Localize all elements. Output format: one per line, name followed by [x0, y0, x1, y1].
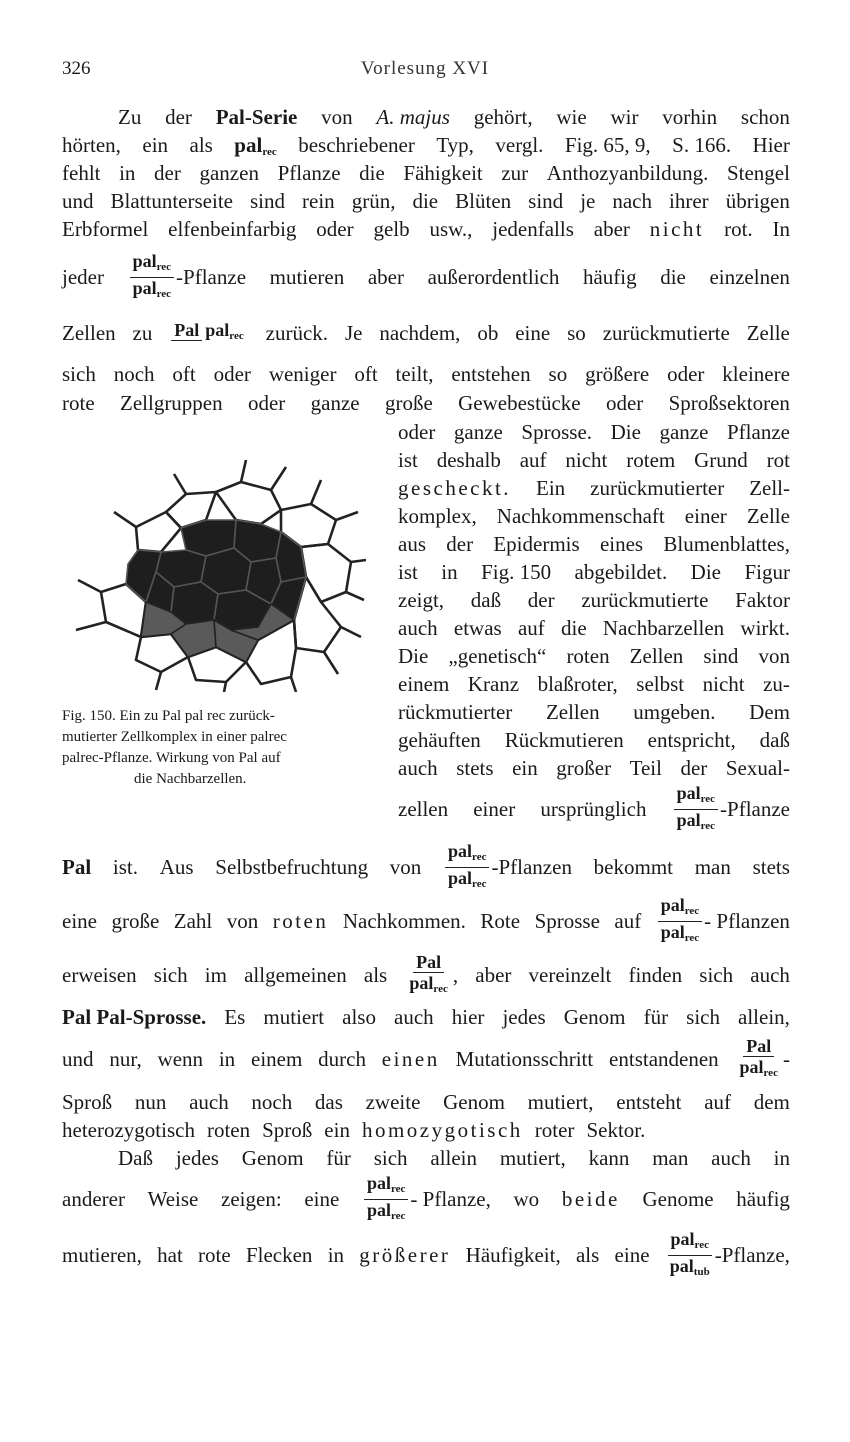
page-number: 326: [62, 58, 91, 79]
text-line: und nur, wenn in einem durch einen Mutationsschritt entstandenen $\frac{\text{Pal}}{pal_{rec}}$ -: [62, 1034, 790, 1084]
text-line: Pal Pal-Sprosse. Es mutiert also auch hier jedes Genom für sich allein,: [62, 1005, 790, 1029]
formula-fraction: Pal pal$_{rec}$: [171, 320, 246, 346]
text-line: Pal ist. Aus Selbstbefruchtung von $\frac{pal_{rec}}{pal_{rec}}$ -Pflanzen bekommt man stets: [62, 842, 790, 892]
text-line: Die „genetisch“ roten Zellen sind von: [398, 644, 790, 668]
text-line: Sproß nun auch noch das zweite Genom mutiert, entsteht auf dem: [62, 1090, 790, 1114]
formula-fraction: $\frac{pal_{rec}}{pal_{rec}}$: [658, 895, 702, 948]
cell-complex-figure: [66, 452, 366, 692]
text-line: rote Zellgruppen oder ganze große Gewebestücke oder Sproßsektoren: [62, 391, 790, 415]
formula-fraction: $\frac{pal_{rec}}{pal_{rec}}$: [445, 841, 489, 894]
text-line: erweisen sich im allgemeinen als $\frac{\text{Pal}}{pal_{rec}}$ , aber vereinzelt finden sich auch: [62, 950, 790, 1000]
red-cell: [276, 532, 306, 582]
text-line: oder ganze Sprosse. Die ganze Pflanze: [398, 420, 790, 444]
text-line: einem Kranz blaßroter, selbst nicht zu-: [398, 672, 790, 696]
outer-cell: [301, 544, 351, 602]
text-line: jeder $\frac{pal_{rec}}{pal_{rec}}$ -Pflanze mutieren aber außerordentlich häufig die einzelnen: [62, 252, 790, 302]
formula-fraction: $\frac{pal_{rec}}{pal_{rec}}$: [364, 1173, 408, 1226]
text-line: auch etwas auf die Nachbarzellen wirkt.: [398, 616, 790, 640]
text-line: Daß jedes Genom für sich allein mutiert, kann man auch in: [118, 1146, 790, 1170]
text-line: fehlt in der ganzen Pflanze die Fähigkeit zur Anthozyanbildung. Stengel: [62, 161, 790, 185]
text-line: ist in Fig. 150 abgebildet. Die Figur: [398, 560, 790, 584]
text-line: zellen einer ursprünglich $\frac{pal_{rec}}{pal_{rec}}$ -Pflanze: [398, 784, 790, 834]
text-line: eine große Zahl von roten Nachkommen. Rote Sprosse auf $\frac{pal_{rec}}{pal_{rec}}$ - Pflanzen: [62, 896, 790, 946]
text-line: gehäuften Rückmutieren entspricht, daß: [398, 728, 790, 752]
formula-fraction: $\frac{pal_{rec}}{pal_{rec}}$: [130, 251, 174, 304]
text-line: auch stets ein großer Teil der Sexual-: [398, 756, 790, 780]
text-line: anderer Weise zeigen: eine $\frac{pal_{rec}}{pal_{rec}}$ - Pflanze, wo beide Genome häufig: [62, 1174, 790, 1224]
text-line: komplex, Nachkommenschaft einer Zelle: [398, 504, 790, 528]
text-line: hörten, ein als pal$_{rec}$ beschriebener Typ, vergl. Fig. 65, 9, S. 166. Hier: [62, 133, 790, 158]
figure-caption: Fig. 150. Ein zu Pal pal rec zurück- mutierter Zellkomplex in einer palrec palrec-Pflanze. Wirkung von Pal auf die Nachbarzellen.: [62, 708, 287, 787]
text-line: Zu der Pal-Serie von A. majus gehört, wie wir vorhin schon: [118, 105, 790, 129]
running-head: Vorlesung XVI: [360, 58, 490, 79]
outer-cell: [136, 512, 181, 552]
formula-fraction: $\frac{pal_{rec}}{pal_{tub}}$: [667, 1229, 713, 1282]
text-line: heterozygotisch roten Sproß ein homozygotisch roter Sektor.: [62, 1118, 646, 1142]
text-line: aus der Epidermis eines Blumenblattes,: [398, 532, 790, 556]
text-line: sich noch oft oder weniger oft teilt, entstehen so größere oder kleinere: [62, 362, 790, 386]
text-line: Erbformel elfenbeinfarbig oder gelb usw., jedenfalls aber nicht rot. In: [62, 217, 790, 241]
formula-fraction: $\frac{\text{Pal}}{pal_{rec}}$: [409, 951, 448, 995]
formula-fraction: $\frac{pal_{rec}}{pal_{rec}}$: [674, 783, 718, 836]
text-line: rückmutierter Zellen umgeben. Dem: [398, 700, 790, 724]
text-line: Zellen zu Pal pal$_{rec}$ zurück. Je nachdem, ob eine so zurückmutierte Zelle: [62, 320, 790, 345]
text-line: mutieren, hat rote Flecken in größerer Häufigkeit, als eine $\frac{pal_{rec}}{pal_{tub}}$ -Pflanze,: [62, 1230, 790, 1280]
text-line: zeigt, daß der zurückmutierte Faktor: [398, 588, 790, 612]
text-line: und Blattunterseite sind rein grün, die Blüten sind je nach ihrer übrigen: [62, 189, 790, 213]
text-line: ist deshalb auf nicht rotem Grund rot: [398, 448, 790, 472]
formula-fraction: $\frac{\text{Pal}}{pal_{rec}}$: [739, 1035, 778, 1079]
text-line: gescheckt. Ein zurückmutierter Zell-: [398, 476, 790, 500]
